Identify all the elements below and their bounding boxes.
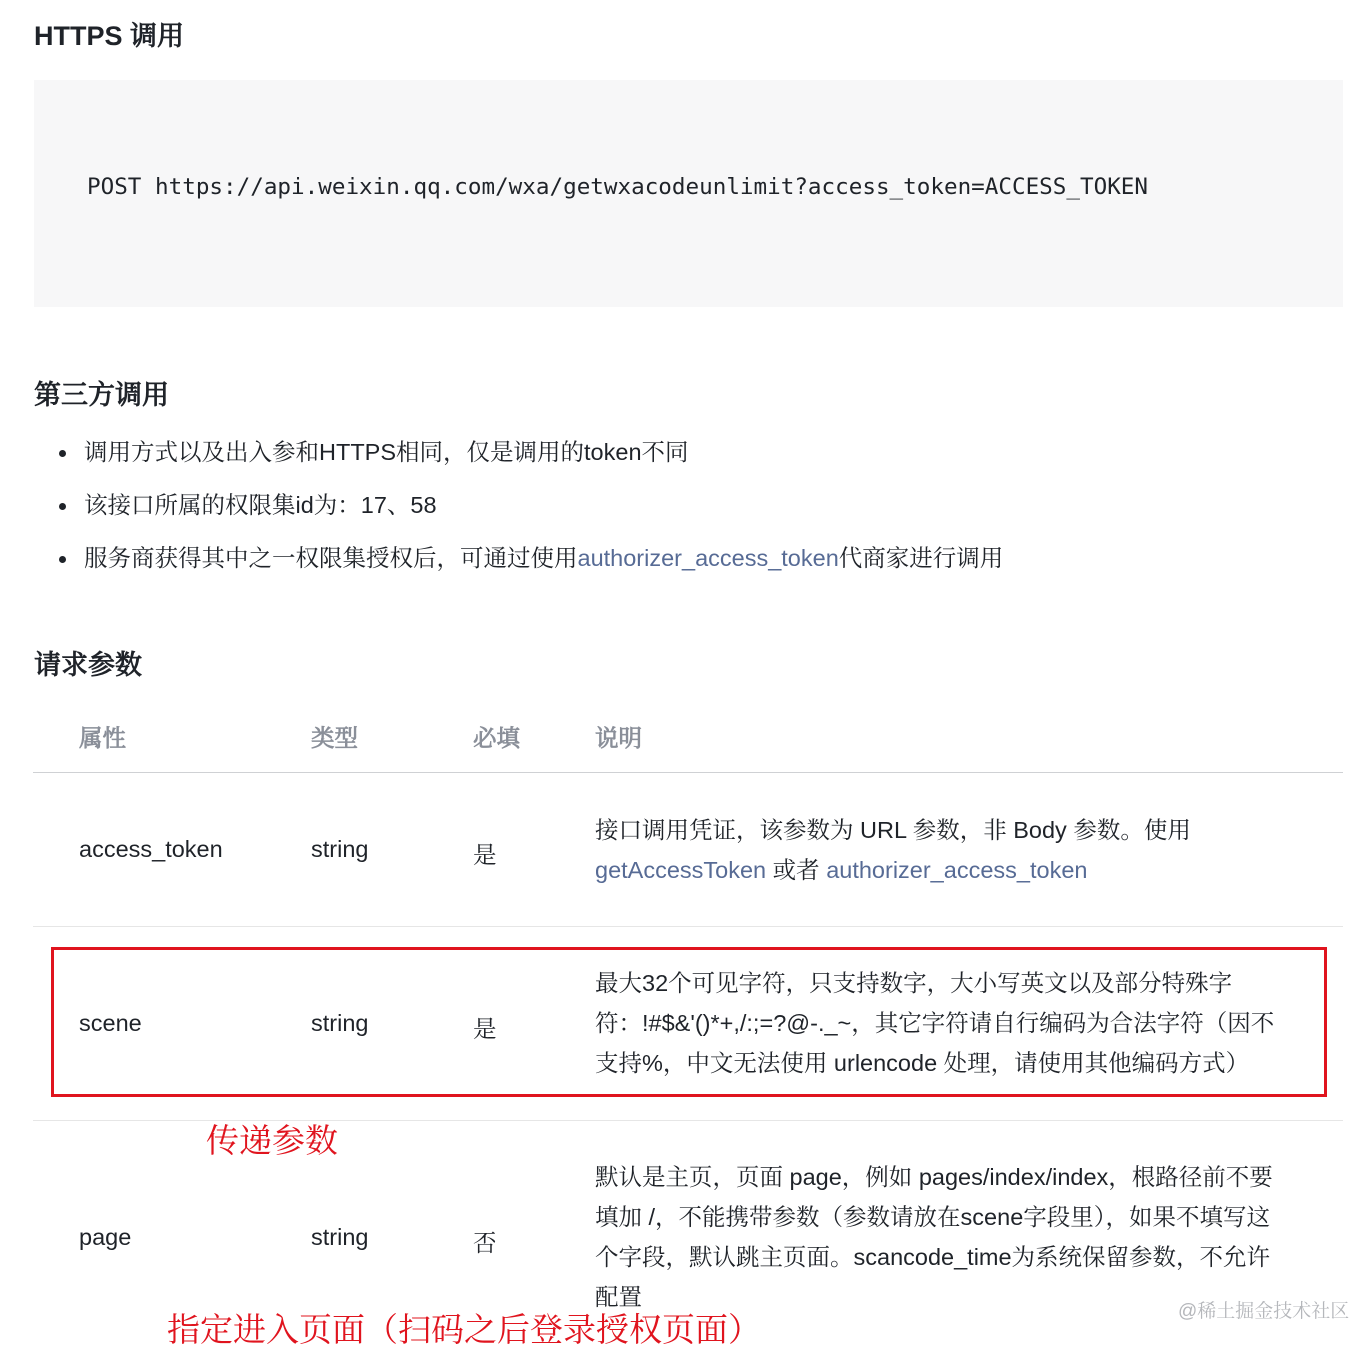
bullet-icon xyxy=(59,556,66,563)
bullet-icon xyxy=(59,450,66,457)
param-required: 否 xyxy=(473,1230,497,1256)
param-name: page xyxy=(79,1224,132,1250)
param-desc-line: 支持%，中文无法使用 urlencode 处理，请使用其他编码方式） xyxy=(595,1050,1250,1076)
column-header-name: 属性 xyxy=(79,725,126,751)
get-access-token-link[interactable]: getAccessToken xyxy=(595,857,767,883)
column-header-desc: 说明 xyxy=(595,725,642,751)
header-divider xyxy=(33,772,1343,773)
list-item-text: 调用方式以及出入参和HTTPS相同，仅是调用的token不同 xyxy=(84,439,689,465)
list-item-text: 该接口所属的权限集id为：17、58 xyxy=(84,492,437,518)
authorizer-access-token-link[interactable]: authorizer_access_token xyxy=(577,545,839,571)
annotation-scene: 传递参数 xyxy=(206,1122,338,1159)
bullet-list xyxy=(34,426,1003,585)
param-type: string xyxy=(311,1010,369,1036)
param-desc xyxy=(595,810,1340,890)
watermark: @稀土掘金技术社区 xyxy=(1178,1301,1350,1322)
param-name: access_token xyxy=(79,836,223,862)
list-item xyxy=(34,479,1003,532)
param-desc-line: 默认是主页，页面 page，例如 pages/index/index，根路径前不要 xyxy=(595,1164,1273,1190)
param-desc-line: 填加 /，不能携带参数（参数请放在scene字段里），如果不填写这 xyxy=(595,1204,1271,1230)
authorizer-access-token-link[interactable]: authorizer_access_token xyxy=(826,857,1088,883)
param-desc-line xyxy=(595,850,1340,890)
param-desc-line: 接口调用凭证，该参数为 URL 参数，非 Body 参数。使用 xyxy=(595,817,1191,843)
column-header-type: 类型 xyxy=(311,725,358,751)
param-desc-line: 最大32个可见字符，只支持数字，大小写英文以及部分特殊字 xyxy=(595,970,1233,996)
list-item xyxy=(34,426,1003,479)
section-title-third-party: 第三方调用 xyxy=(34,380,169,410)
param-required: 是 xyxy=(473,1016,497,1042)
annotation-page: 指定进入页面（扫码之后登录授权页面） xyxy=(167,1311,761,1348)
param-desc xyxy=(595,1157,1340,1317)
list-item-text: 服务商获得其中之一权限集授权后，可通过使用 xyxy=(84,545,578,571)
param-type: string xyxy=(311,1224,369,1250)
param-name: scene xyxy=(79,1010,142,1036)
param-desc-line: 个字段，默认跳主页面。scancode_time为系统保留参数，不允许 xyxy=(595,1244,1271,1270)
code-text: POST https://api.weixin.qq.com/wxa/getwxacodeunlimit?access_token=ACCESS_TOKEN xyxy=(87,174,1149,200)
section-title-https: HTTPS 调用 xyxy=(34,21,185,51)
highlight-box xyxy=(51,947,1327,1097)
code-block xyxy=(34,80,1343,307)
param-required: 是 xyxy=(473,842,497,868)
list-item xyxy=(34,532,1003,585)
row-divider xyxy=(33,926,1343,927)
param-desc-line: 配置 xyxy=(595,1284,642,1310)
list-item-text: 代商家进行调用 xyxy=(838,545,1004,571)
param-type: string xyxy=(311,836,369,862)
or-text: 或者 xyxy=(766,857,827,883)
column-header-required: 必填 xyxy=(473,725,520,751)
bullet-icon xyxy=(59,503,66,510)
section-title-params: 请求参数 xyxy=(34,650,142,680)
param-desc-line: 符：!#$&'()*+,/:;=?@-._~，其它字符请自行编码为合法字符（因不 xyxy=(595,1010,1275,1036)
